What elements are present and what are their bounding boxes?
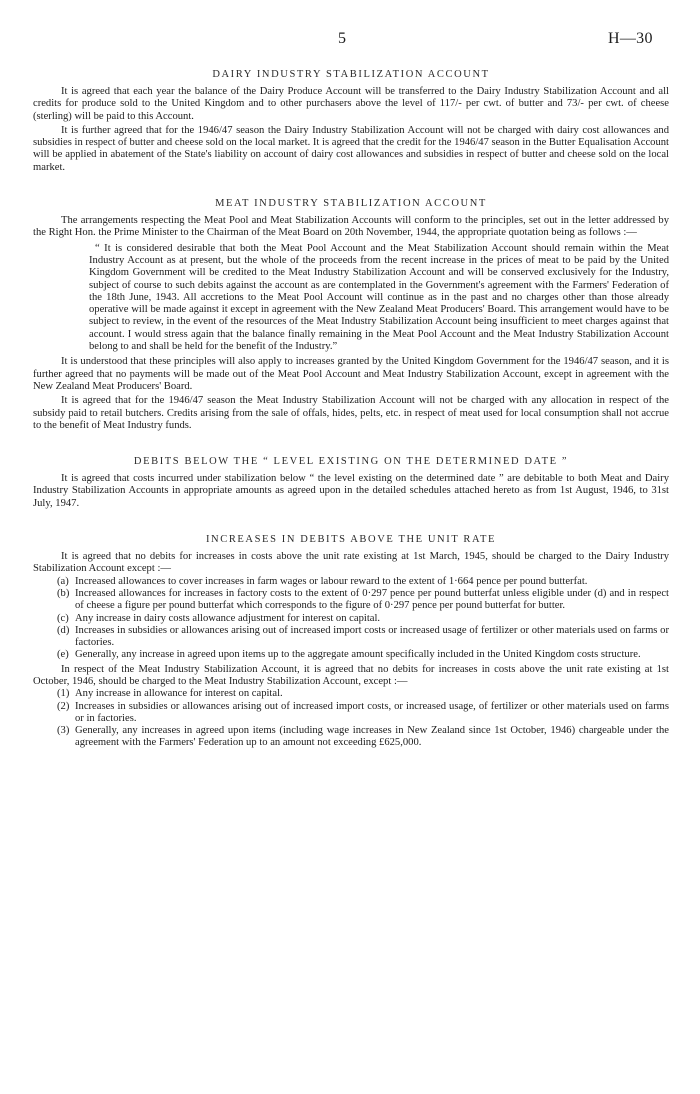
section-heading-debits: DEBITS BELOW THE “ LEVEL EXISTING ON THE DETERMINED DATE ” — [133, 456, 569, 468]
paragraph: It is agreed that no debits for increases in costs above the unit rate existing at 1st March, 1945, should be charged to the Dairy Industry Stabilization Account except :— — [33, 551, 669, 575]
list-marker: (d) — [57, 624, 70, 636]
list-marker: (e) — [57, 649, 69, 661]
list-item — [33, 688, 669, 700]
list-item-text: Any increase in dairy costs allowance adjustment for interest on capital. — [75, 612, 381, 624]
list-marker: (3) — [57, 725, 70, 737]
list-item-text: Generally, any increase in agreed upon items up to the aggregate amount specifically included in the United Kingdom costs structure. — [75, 649, 641, 661]
paragraph: It is agreed that costs incurred under stabilization below “ the level existing on the determined date ” are debitable to both Meat and Dairy Industry Stabilization Accounts in appropriate amounts as agreed upon in the detailed schedules attached hereto as from 1st August, 1946, to 31st July, 1947. — [33, 473, 669, 509]
list-item-text: Generally, any increases in agreed upon items (including wage increases in New Zealand since 1st October, 1946) chargeable under the agreement with the Farmers' Federation up to an amount not exceeding £625,000. — [75, 725, 669, 749]
paragraph: It is understood that these principles will also apply to increases granted by the United Kingdom Government for the 1946/47 season, and it is further agreed that no payments will be made out of the Meat Pool Account and Meat Industry Stabilization Account, except in agreement with the New Zealand Meat Producers' Board. — [33, 356, 669, 392]
paragraph: It is agreed that for the 1946/47 season the Meat Industry Stabilization Account will not be charged with any allocation in respect of the subsidy paid to retail butchers. Credits arising from the sale of offals, hides, pelts, etc. in respect of meat used for local consumption shall not accrue to the benefit of Meat Industry funds. — [33, 395, 669, 431]
list-item — [33, 613, 669, 625]
paragraph: The arrangements respecting the Meat Pool and Meat Stabilization Accounts will conform to the principles, set out in the letter addressed by the Right Hon. the Prime Minister to the Chairman of the Meat Board on 20th November, 1944, the appropriate quotation being as follows :— — [33, 215, 669, 239]
block-quote: “ It is considered desirable that both the Meat Pool Account and the Meat Stabilization Account should remain within the Meat Industry Account as at present, but the whole of the proceeds from the recent increase in the prices of meat to be paid by the United Kingdom Government will be credited to the Meat Industry Stabilization Account and will be conserved exclusively for the Industry, subject of course to such debits against the account as are contemplated in the Government's agreement with the Farmers' Federation of the 18th June, 1943. All accretions to the Meat Pool Account will continue as in the past and no charges other than those already operative will be made against it except in agreement with the New Zealand Meat Producers' Board. This arrangement would have to be subject to review, in the event of the resources of the Meat Industry Stabilization Account being insufficient to meet charges against that account. I would stress again that the balance finally remaining in the Meat Pool Account and the Meat Industry Stabilization Account belong to and shall be held for the benefit of the Industry.” — [89, 242, 669, 353]
list-marker: (2) — [57, 700, 70, 712]
list-marker: (a) — [57, 575, 69, 587]
section-heading-dairy: DAIRY INDUSTRY STABILIZATION ACCOUNT — [212, 69, 490, 80]
list-item — [33, 701, 669, 726]
list-item — [33, 649, 669, 661]
list-item-text: Increases in subsidies or allowances arising out of increased import costs, or increased usage, of fertilizer or other materials used on farms or in factories. — [75, 700, 669, 724]
list-item — [33, 725, 669, 750]
list-marker: (c) — [57, 612, 69, 624]
paragraph: It is further agreed that for the 1946/47 season the Dairy Industry Stabilization Account will not be charged with dairy cost allowances and subsidies in respect of butter and cheese sold on the local market. It is agreed that the credit for the 1946/47 season in the Butter Equalisation Account will be applied in abatement of the State's liability on account of dairy cost allowances and subsidies in respect of butter and cheese sold on the local market. — [33, 124, 669, 173]
paragraph: In respect of the Meat Industry Stabilization Account, it is agreed that no debits for increases in costs above the unit rate existing at 1st October, 1946, should be charged to the Meat Industry Stabilization Account, except :— — [33, 663, 669, 687]
meat-exceptions-list — [33, 688, 669, 749]
dairy-exceptions-list — [33, 576, 669, 662]
list-item — [33, 576, 669, 588]
list-item-text: Increases in subsidies or allowances arising out of increased import costs or increased usage of fertilizer or other materials used on farms or factories. — [75, 624, 669, 649]
list-marker: (1) — [57, 688, 70, 700]
list-item — [33, 588, 669, 613]
list-item — [33, 625, 669, 650]
list-item-text: Any increase in allowance for interest on capital. — [75, 688, 283, 700]
page-number: 5 — [338, 30, 346, 47]
section-heading-increases: INCREASES IN DEBITS ABOVE THE UNIT RATE — [205, 534, 497, 546]
list-marker: (b) — [57, 587, 70, 599]
document-reference: H—30 — [608, 30, 653, 47]
list-item-text: Increased allowances for increases in factory costs to the extent of 0·297 pence per pound butterfat unless eligible under (d) and in respect of cheese a figure per pound butterfat which corresponds to the figure of 0·297 pence per pound butterfat for butter. — [75, 587, 669, 612]
paragraph: It is agreed that each year the balance of the Dairy Produce Account will be transferred to the Dairy Industry Stabilization Account and all credits for produce sold to the United Kingdom and to other purchasers above the level of 117/- per cwt. of butter and 73/- per cwt. of cheese (sterling) will be paid to this Account. — [33, 86, 669, 122]
list-item-text: Increased allowances to cover increases in farm wages or labour reward to the extent of 1·664 pence per pound butterfat. — [75, 575, 588, 587]
section-heading-meat: MEAT INDUSTRY STABILIZATION ACCOUNT — [215, 198, 487, 210]
page-body — [33, 69, 669, 750]
